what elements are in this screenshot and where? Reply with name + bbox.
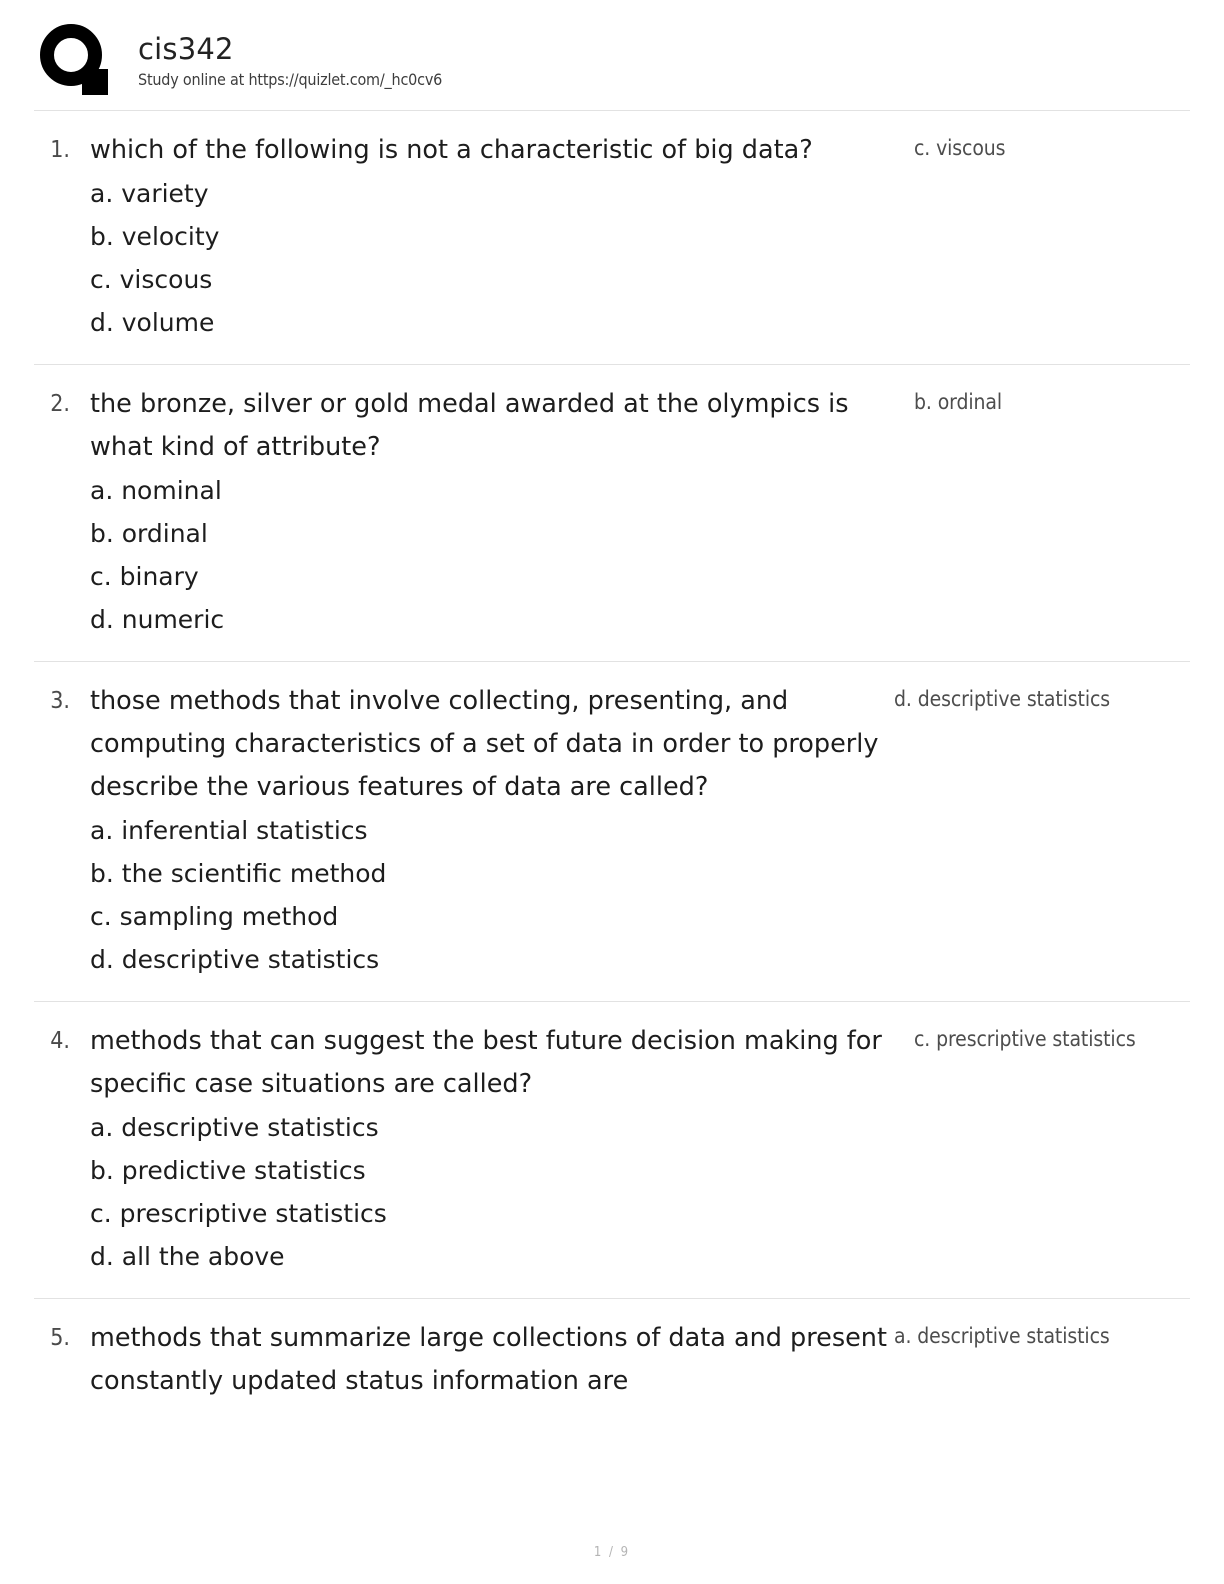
question-text bbox=[90, 383, 910, 641]
quizlet-logo-icon bbox=[36, 20, 116, 100]
qa-row-4 bbox=[34, 1001, 1190, 1298]
option-a: a. descriptive statistics bbox=[90, 1113, 379, 1142]
option-c: c. binary bbox=[90, 562, 199, 591]
question-prompt: methods that summarize large collections of data and present constantly updated status information are bbox=[90, 1323, 887, 1396]
option-c: c. viscous bbox=[90, 265, 213, 294]
option-c: c. sampling method bbox=[90, 902, 339, 931]
qa-row-5 bbox=[34, 1298, 1190, 1423]
option-d: d. all the above bbox=[90, 1242, 285, 1271]
question-text bbox=[90, 680, 890, 981]
option-b: b. predictive statistics bbox=[90, 1156, 366, 1185]
question-prompt: which of the following is not a characteristic of big data? bbox=[90, 135, 813, 165]
question-prompt: those methods that involve collecting, presenting, and computing characteristics of a set of data in order to properly describe the various features of data are called? bbox=[90, 686, 879, 802]
question-text bbox=[90, 129, 910, 344]
option-a: a. nominal bbox=[90, 476, 222, 505]
answer-text: c. viscous bbox=[914, 136, 1006, 160]
qa-row-3 bbox=[34, 661, 1190, 1001]
option-a: a. variety bbox=[90, 179, 209, 208]
study-link[interactable]: Study online at https://quizlet.com/_hc0cv6 bbox=[138, 70, 443, 89]
page-title: cis342 bbox=[138, 32, 234, 66]
option-d: d. numeric bbox=[90, 605, 225, 634]
answer-text: d. descriptive statistics bbox=[894, 687, 1111, 711]
row-number: 1. bbox=[50, 137, 70, 163]
document-header bbox=[34, 0, 1190, 110]
qa-row-2 bbox=[34, 364, 1190, 661]
option-b: b. the scientific method bbox=[90, 859, 387, 888]
answer-text: c. prescriptive statistics bbox=[914, 1027, 1136, 1051]
option-d: d. volume bbox=[90, 308, 215, 337]
answer-text: b. ordinal bbox=[914, 390, 1002, 414]
row-number: 5. bbox=[50, 1325, 70, 1351]
option-b: b. ordinal bbox=[90, 519, 208, 548]
option-c: c. prescriptive statistics bbox=[90, 1199, 387, 1228]
page-footer: 1 / 9 bbox=[593, 1545, 631, 1560]
question-text bbox=[90, 1020, 910, 1278]
question-prompt: the bronze, silver or gold medal awarded at the olympics is what kind of attribute? bbox=[90, 389, 849, 462]
row-number: 4. bbox=[50, 1028, 70, 1054]
answer-text: a. descriptive statistics bbox=[894, 1324, 1110, 1348]
qa-row-1 bbox=[34, 110, 1190, 364]
header-text bbox=[138, 20, 442, 91]
question-text bbox=[90, 1317, 890, 1403]
row-number: 2. bbox=[50, 391, 70, 417]
question-prompt: methods that can suggest the best future decision making for specific case situations are called? bbox=[90, 1026, 882, 1099]
option-a: a. inferential statistics bbox=[90, 816, 368, 845]
logo-tail bbox=[82, 69, 108, 95]
option-d: d. descriptive statistics bbox=[90, 945, 380, 974]
row-number: 3. bbox=[50, 688, 70, 714]
option-b: b. velocity bbox=[90, 222, 220, 251]
